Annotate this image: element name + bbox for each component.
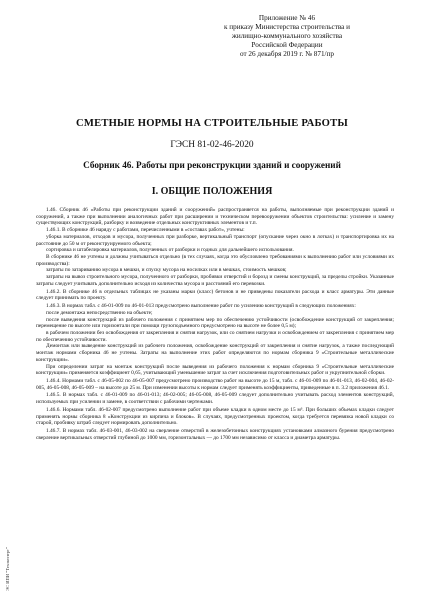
paragraph: после выведения конструкций из рабочего положения с принятием мер по обеспечению устойчивости (освобождение конструкций от закрепления; перемещение по высоте или горизонтали при помощи грузоподъемного предусмотрено на высоте не более 0,5 м); — [36, 316, 394, 330]
appendix-order-ref: к приказу Министерства строительства и — [223, 23, 350, 32]
paragraph: 1.46.2. В сборнике 46 в отдельных таблицах не указаны марки (класс) бетонов и не приведены показатели расхода и класс арматуры. Эти данные следует принимать по проекту. — [36, 288, 394, 302]
document-title: СМЕТНЫЕ НОРМЫ НА СТРОИТЕЛЬНЫЕ РАБОТЫ — [76, 118, 348, 129]
paragraph: сортировка и штабелировка материалов, полученных от разборки и годных для дальнейшего использования. — [46, 247, 294, 254]
paragraph: затраты на вывоз строительного мусора, полученного от разборки, пробивки отверстий и борозд и смены конструкций, за пределы стройки. Указанные затраты следует учитывать дополнительно исходя из количества мусора и расстояний его перевозки. — [36, 274, 394, 287]
appendix-ministry: жилищно-коммунального хозяйства — [231, 32, 343, 41]
side-watermark-text: ЭС ИПИ "Техэксперт" — [5, 547, 10, 591]
paragraph: 1.46. Сборник 46 «Работы при реконструкции зданий и сооружений» распространяется на работы, выполняемые при реконструкции зданий и сооружений, а также при выполнении аналогичных работ при расширении и техническом перевооружении объектов строительства: усиление и замену существующих конструкций, разборку и возведение отдельных конструктивных элементов и т.п. — [36, 207, 394, 227]
appendix-date: от 26 декабря 2019 г. № 871/пр — [240, 50, 334, 59]
paragraph: уборка материалов, отходов и мусора, полученных при разборке, вертикальный транспорт (опускание через окно в лотках) и транспортировка их на расстояние до 50 м от реконструируемого объекта; — [36, 233, 394, 247]
paragraph: после демонтажа непосредственно на объекте; — [46, 309, 153, 316]
section-heading: I. ОБЩИЕ ПОЛОЖЕНИЯ — [151, 186, 273, 197]
document-code: ГЭСН 81-02-46-2020 — [170, 140, 254, 150]
paragraph: 1.46.4. Нормами табл. с 46-05-002 по 46-05-007 предусмотрено производство работ на высоте до 15 м, табл. с 46-01-009 по 46-01-013, 46-02-004, 46-02-005, 46-05-008, 46-05-009 – на высоте до 25 м. При изменении высоты к нормам следует применять коэффициенты, приведенные в п. 3.2 приложения 46.1. — [36, 377, 394, 391]
paragraph: При определении затрат на монтаж конструкций после выведения из рабочего положения к нормам сборника 9 «Строительные металлические конструкции» применяется коэффициент 0,65, учитывающий уменьшение затрат за счет исключения подготовительных работ и укрупнительной сборки. — [36, 363, 394, 377]
paragraph: 1.46.1. В сборнике 46 наряду с работами, перечисленными в «составах работ», учтены: — [46, 227, 245, 234]
collection-title: Сборник 46. Работы при реконструкции зданий и сооружений — [83, 160, 341, 170]
paragraph: 1.46.5. В нормах табл. с 46-01-009 по 46-01-013; 46-02-005; 46-05-008, 46-05-009 следует дополнительно учитывать расход элементов конструкций, используемых при усилении и замене, в соответствии с рабочими чертежами. — [36, 392, 394, 406]
body-text — [36, 206, 394, 441]
paragraph: Демонтаж или выведение конструкций из рабочего положения, освобождение конструкций от закрепления и снятие нагрузок, а также последующий монтаж нормами сборника 46 не учтены. Затраты на выполнение этих работ определяются по нормам сборника 9 «Строительные металлические конструкции». — [36, 343, 394, 363]
appendix-number: Приложение № 46 — [258, 14, 316, 22]
paragraph: 1.46.3. В нормах табл. с 46-01-009 по 46-01-013 предусмотрено выполнение работ по усилению конструкций в следующих положениях: — [46, 303, 356, 310]
paragraph: 1.46.6. Нормами табл. 46-02-007 предусмотрено выполнение работ при объеме кладки в одном месте до 15 м³. При больших объемах кладки следует применять нормы сборника 8 «Конструкции из кирпича и блоков». В случаях, предусмотренных проектом, когда требуется перевязка новой кладки со старой, пробивку штраб следует нормировать дополнительно. — [36, 406, 394, 427]
appendix-country: Российской Федерации — [251, 41, 323, 50]
paragraph: В сборнике 46 не учтены и должны учитываться отдельно (в тех случаях, когда это обусловлено требованиями к выполнению работ или условиями их производства): — [36, 254, 394, 267]
side-watermark — [4, 512, 10, 596]
appendix-header — [212, 14, 362, 59]
paragraph: 1.46.7. В нормах табл. 46-03-001, 46-03-002 на сверление отверстий в железобетонных конструкциях установками алмазного бурения предусмотрено сверление вертикальных отверстий глубиной до 1000 мм, горизонтальных — до 1700 мм независимо от класса и диаметра арматуры. — [36, 428, 394, 441]
paragraph: в рабочем положении без освобождения от закрепления и снятия нагрузок, или со снятием нагрузки и освобождением от закрепления с принятием мер по обеспечению устойчивости. — [36, 329, 394, 343]
paragraph: затраты по затариванию мусора в мешки, и спуску мусора на носилках или в мешках, стоимость мешков; — [46, 267, 287, 274]
